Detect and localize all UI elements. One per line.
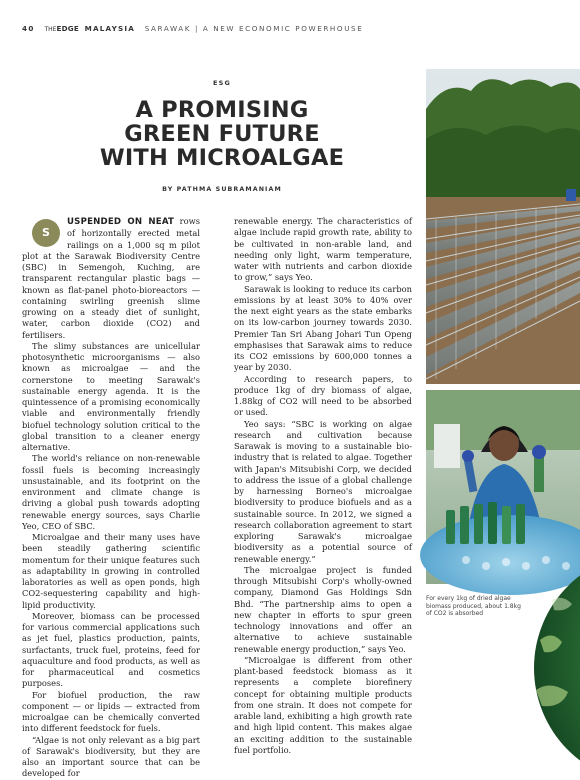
page-number: 40	[22, 24, 35, 33]
section-title: SARAWAK | A NEW ECONOMIC POWERHOUSE	[144, 24, 364, 33]
scientist-lab-photo	[426, 390, 580, 584]
article-headline	[26, 98, 418, 170]
article-kicker: ESG	[212, 79, 232, 87]
paragraph: The world's reliance on non-renewable fossil fuels is becoming increasingly unsustainable, and its footprint on the environment and climate change is driving a global push towards adopting renewable energy sources, says Charlie Yeo, CEO of SBC.	[22, 453, 200, 531]
bioreactor-farm-photo	[426, 69, 580, 384]
body-column-2	[234, 216, 412, 756]
paragraph: Microalgae and their many uses have been steadily gathering scientific momentum for their unique features such as adaptability in growing in controlled laboratories as well as open ponds, high CO2-sequestering capability and high-lipid productivity.	[22, 532, 200, 610]
body-column-1	[22, 216, 200, 780]
headline-line: GREEN FUTURE	[124, 121, 320, 147]
paragraph: renewable energy. The characteristics of algae include rapid growth rate, ability to be cultivated in non-arable land, and needing only light, warm temperature, water with nutrients and carbon dioxide to grow,” says Yeo.	[234, 216, 412, 283]
lead-paragraph: S USPENDED ON NEAT rows of horizontally erected metal railings on a 1,000 sq m pilot plot at the Sarawak Biodiversity Centre (SBC) in Semengoh, Kuching, are transparent rectangular plastic bags — known as flat-panel photo-bioreactors — containing swirling greenish slime growing on a steady diet of sunlight, water, carbon dioxide (CO2) and fertilisers.	[22, 216, 200, 340]
paragraph: “Microalgae is different from other plant-based feedstock biomass as it represents a complete biorefinery concept for obtaining multiple products from one strain. It does not compete for arable land, exhibiting a high growth rate and high lipid content. This makes algae an exciting addition to the sustainable fuel portfolio.	[234, 654, 412, 755]
paragraph: According to research papers, to produce 1kg of dry biomass of algae, 1.88kg of CO2 will need to be absorbed or used.	[234, 373, 412, 418]
brand-logo: THEEDGE	[44, 24, 79, 33]
paragraph: The microalgae project is funded through Mitsubishi Corp's wholly-owned company, Diamond Gas Holdings Sdn Bhd. “The partnership aims to open a new chapter in efforts to spur green technology innovations and offer an alternative to achieve sustainable renewable energy production,” says Yeo.	[234, 564, 412, 654]
article-byline: BY PATHMA SUBRAMANIAM	[162, 186, 282, 193]
paragraph: Sarawak is looking to reduce its carbon emissions by at least 30% to 40% over the next eight years as the state embarks on its low-carbon journey towards 2030. Premier Tan Sri Abang Johari Tun Openg emphasises that Sarawak aims to reduce its CO2 emissions by 600,000 tonnes a year by 2030.	[234, 283, 412, 373]
headline-line: A PROMISING	[135, 97, 309, 123]
publication-name: MALAYSIA	[84, 24, 136, 33]
lead-in: USPENDED ON NEAT	[67, 217, 175, 227]
paragraph: Yeo says: “SBC is working on algae research and cultivation because Sarawak is moving to a sustainable bio-industry that is related to algae. Together with Japan's Mitsubishi Corp, we decided to address the issue of a global challenge by harnessing Borneo's microalgae biodiversity to produce biofuels and as a sustainable source. In 2012, we signed a research collaboration agreement to start exploring Sarawak's microalgae biodiversity as a potential source of renewable energy.”	[234, 418, 412, 564]
paragraph: Moreover, biomass can be processed for various commercial applications such as jet fuel, plastics production, paints, surfactants, truck fuel, proteins, feed for aquaculture and food products, as well as for pharmaceutical and cosmetics purposes.	[22, 610, 200, 689]
earth-graphic	[532, 580, 580, 756]
drop-cap: S	[32, 219, 60, 247]
headline-line: WITH MICROALGAE	[99, 145, 345, 171]
paragraph: “Algae is not only relevant as a big part of Sarawak's biodiversity, but they are also an important source that can be developed for	[22, 734, 200, 779]
paragraph: The slimy substances are unicellular photosynthetic microorganisms — also known as microalgae — and the cornerstone to meeting Sarawak's sustainable energy agenda. It is the quintessence of a promising economically viable and environmentally friendly biofuel technology solution critical to the global transition to a cleaner energy alternative.	[22, 340, 200, 452]
page-header	[22, 24, 363, 33]
paragraph: For biofuel production, the raw component — or lipids — extracted from microalgae can be chemically converted into different feedstock for fuels.	[22, 689, 200, 734]
photo-caption: For every 1kg of dried algae biomass produced, about 1.8kg of CO2 is absorbed	[426, 595, 521, 618]
